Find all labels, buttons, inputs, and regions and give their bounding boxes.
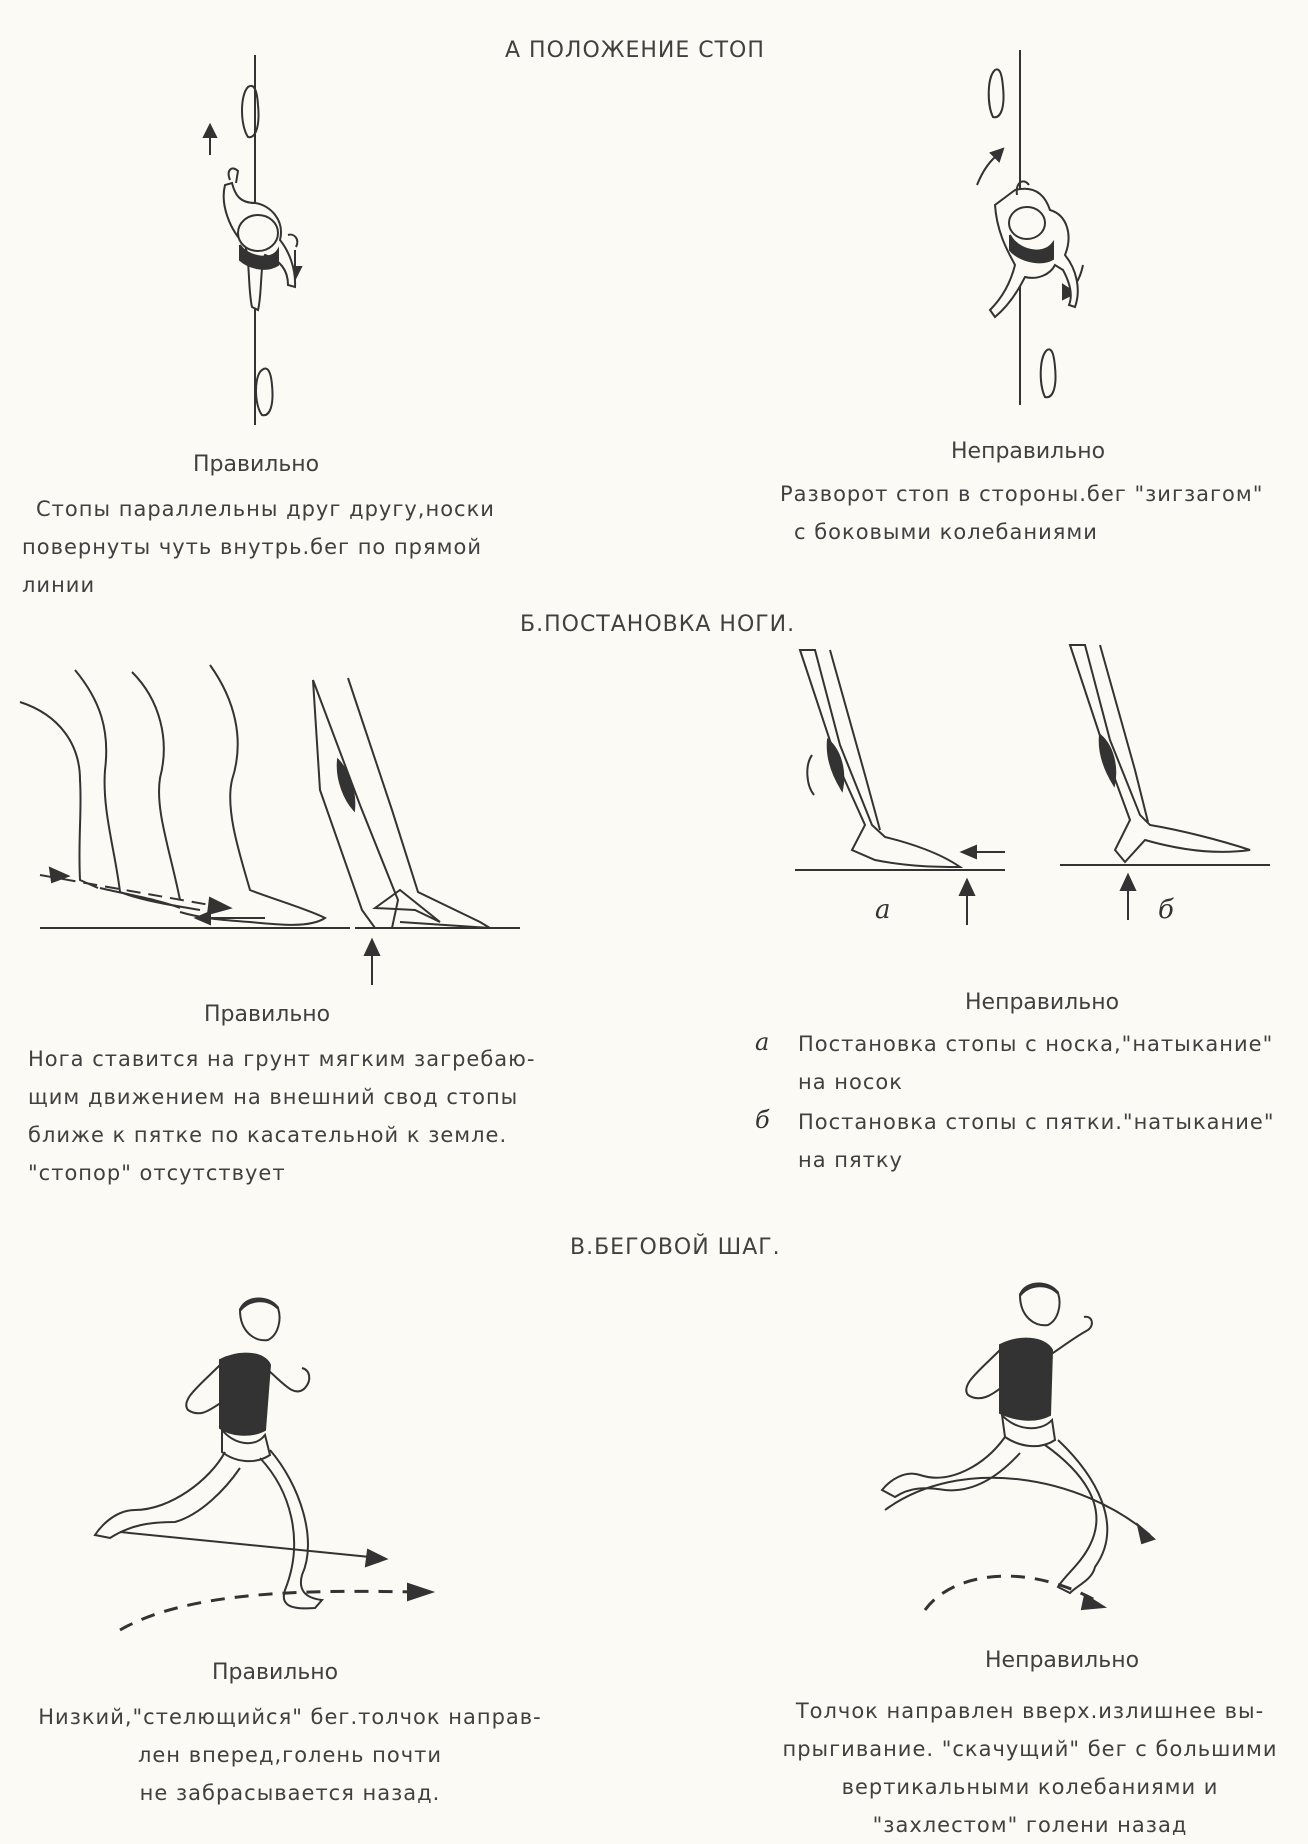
c-correct-line-1: Низкий,"стелющийся" бег.толчок направ- [38, 1705, 542, 1729]
a-incorrect-caption: Неправильно [951, 439, 1106, 464]
b-incorrect-caption: Неправильно [965, 990, 1120, 1015]
b-correct-caption: Правильно [204, 1002, 331, 1027]
b-correct-description [28, 1040, 588, 1192]
c-incorrect-caption: Неправильно [985, 1648, 1140, 1673]
b-item-b-line-1: Постановка стопы с пятки."натыкание" [798, 1110, 1275, 1134]
b-correct-line-1: Нога ставится на грунт мягким загребаю- [28, 1047, 536, 1071]
c-correct-caption: Правильно [212, 1660, 339, 1685]
c-correct-line-2: лен вперед,голень почти [137, 1743, 443, 1767]
c-incorrect-description [760, 1692, 1300, 1844]
c-correct-line-3: не забрасывается назад. [139, 1781, 441, 1805]
b-item-b-marker: б [755, 1106, 771, 1134]
b-label-a: а [875, 895, 891, 925]
a-correct-caption: Правильно [193, 452, 320, 477]
b-incorrect-item-a [750, 1025, 1300, 1101]
a-correct-line-2: повернуты чуть внутрь.бег по прямой [22, 535, 482, 559]
b-incorrect-description [750, 1025, 1300, 1179]
b-item-a-line-2: на носок [798, 1070, 903, 1094]
section-b-title: Б.ПОСТАНОВКА НОГИ. [520, 612, 796, 637]
a-correct-line-1: Стопы параллельны друг другу,носки [36, 497, 495, 521]
b-label-b: б [1158, 895, 1174, 925]
a-incorrect-description [780, 475, 1300, 551]
b-incorrect-figure-b [1060, 640, 1290, 930]
c-incorrect-figure [880, 1275, 1260, 1635]
a-correct-figure [170, 55, 470, 405]
a-incorrect-line-2: с боковыми колебаниями [794, 520, 1098, 544]
c-incorrect-line-3: вертикальными колебаниями и [841, 1775, 1219, 1799]
b-incorrect-figure-a [790, 645, 1020, 935]
c-correct-figure [90, 1290, 470, 1650]
section-a-title: А ПОЛОЖЕНИЕ СТОП [505, 38, 765, 63]
b-correct-line-4: "стопор" отсутствует [28, 1161, 286, 1185]
section-c-title: В.БЕГОВОЙ ШАГ. [570, 1235, 781, 1260]
b-item-b-line-2: на пятку [798, 1148, 903, 1172]
b-correct-line-3: ближе к пятке по касательной к земле. [28, 1123, 508, 1147]
a-correct-description [22, 490, 582, 604]
c-incorrect-line-1: Толчок направлен вверх.излишнее вы- [795, 1699, 1265, 1723]
c-correct-description [20, 1698, 560, 1812]
a-incorrect-line-1: Разворот стоп в стороны.бег "зигзагом" [780, 482, 1264, 506]
a-incorrect-figure [955, 45, 1255, 395]
b-correct-line-2: щим движением на внешний свод стопы [28, 1085, 519, 1109]
b-correct-figure [20, 660, 540, 1010]
b-item-a-marker: а [755, 1028, 771, 1056]
c-incorrect-line-4: "захлестом" голени назад [872, 1813, 1188, 1837]
b-incorrect-item-b [750, 1103, 1300, 1179]
a-correct-line-3: линии [22, 573, 96, 597]
c-incorrect-line-2: прыгивание. "скачущий" бег с большими [782, 1737, 1278, 1761]
b-item-a-line-1: Постановка стопы с носка,"натыкание" [798, 1032, 1274, 1056]
